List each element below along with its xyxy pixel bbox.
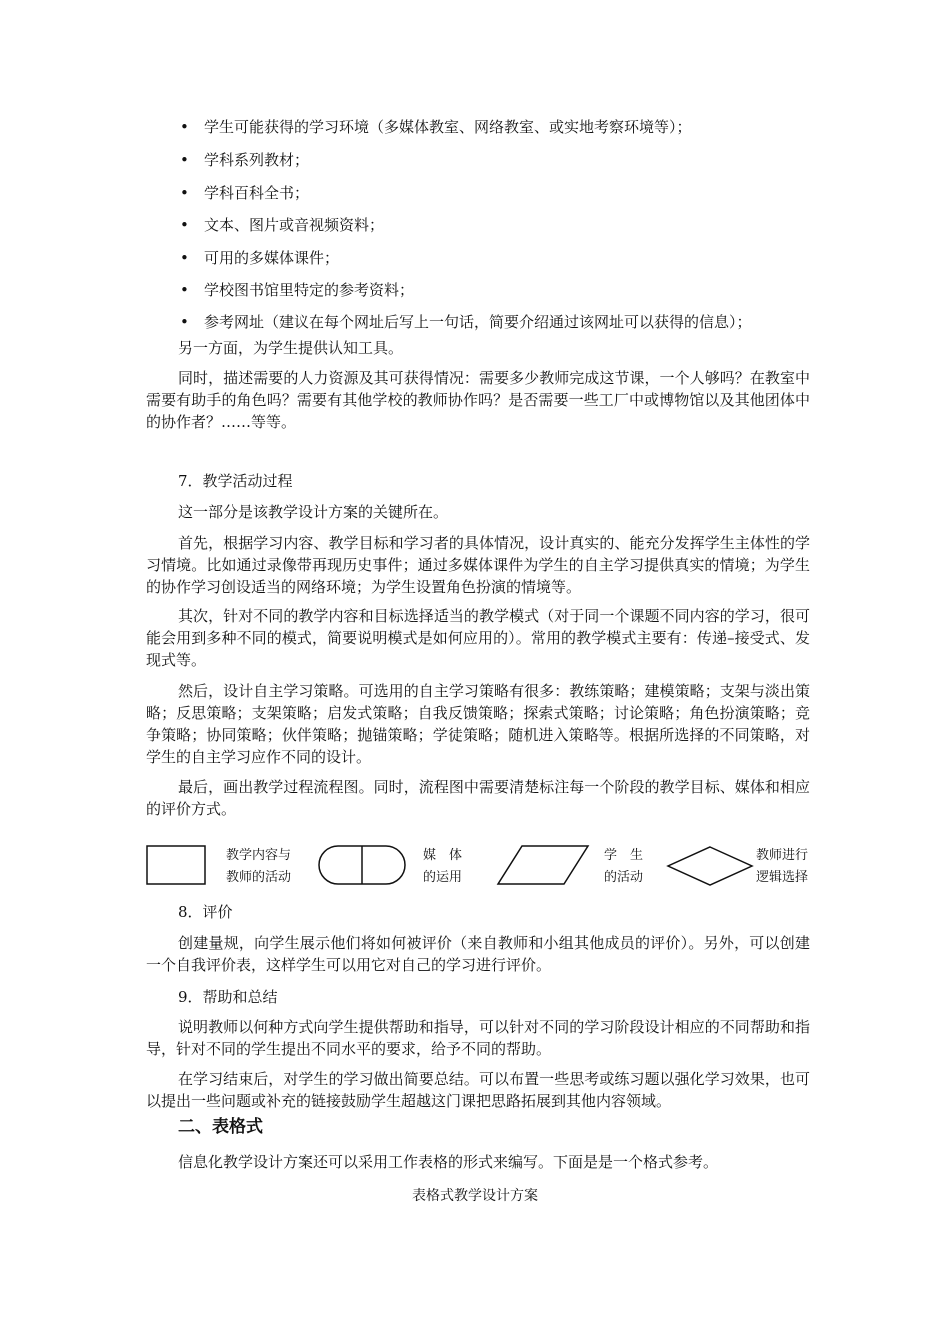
bullet-item: • 学生可能获得的学习环境（多媒体教室、网络教室、或实地考察环境等）； xyxy=(180,118,692,136)
bullet-item: • 文本、图片或音视频资料； xyxy=(180,216,385,234)
section-9-heading: 9．帮助和总结 xyxy=(178,988,278,1006)
section-7-heading: 7．教学活动过程 xyxy=(178,472,293,490)
section-7-paragraph: 首先，根据学习内容、教学目标和学习者的具体情况，设计真实的、能充分发挥学生主体性的学习情境。比如通过录像带再现历史事件；通过多媒体课件为学生的自主学习提供真实的情境；为学生的协作学习创设适当的网络环境；为学生设置角色扮演的情境等。 xyxy=(146,534,810,596)
diamond-shape-icon xyxy=(668,847,752,885)
section-8-paragraph: 创建量规，向学生展示他们将如何被评价（来自教师和小组其他成员的评价）。另外，可以创建一个自我评价表，这样学生可以用它对自己的学习进行评价。 xyxy=(146,934,810,974)
section-7-paragraph: 然后，设计自主学习策略。可选用的自主学习策略有很多：教练策略；建模策略；支架与淡出策略；反思策略；支架策略；启发式策略；自我反馈策略；探索式策略；讨论策略；角色扮演策略；竞争策略；协同策略；伙伴策略；抛锚策略；学徒策略；随机进入策略等。根据所选择的不同策略，对学生的自主学习应作不同的设计。 xyxy=(146,682,810,766)
paragraph-cognitive-tools: 另一方面，为学生提供认知工具。 xyxy=(178,339,404,357)
rectangle-shape-icon xyxy=(147,846,205,884)
parallelogram-shape-icon xyxy=(498,846,588,884)
legend-label-media-use: 媒 体 的运用 xyxy=(423,848,463,885)
bullet-dot-icon: • xyxy=(180,184,189,202)
legend-label-teacher-activity: 教学内容与 教师的活动 xyxy=(226,848,292,885)
bullet-dot-icon: • xyxy=(180,151,189,169)
bullet-item: • 参考网址（建议在每个网址后写上一句话，简要介绍通过该网址可以获得的信息）； xyxy=(180,313,752,331)
section-7-paragraph: 这一部分是该教学设计方案的关键所在。 xyxy=(178,503,449,521)
section-7-paragraph: 其次，针对不同的教学内容和目标选择适当的教学模式（对于同一个课题不同内容的学习，很可能会用到多种不同的模式，简要说明模式是如何应用的）。常用的教学模式主要有：传递–接受式、发现式等。 xyxy=(146,607,810,669)
bullet-dot-icon: • xyxy=(180,281,189,299)
paragraph-human-resources: 同时，描述需要的人力资源及其可获得情况：需要多少教师完成这节课，一个人够吗？在教室中需要有助手的角色吗？需要有其他学校的教师协作吗？是否需要一些工厂中或博物馆以及其他团体中的协作者？……等等。 xyxy=(146,369,810,431)
bullet-item: • 可用的多媒体课件； xyxy=(180,249,340,267)
bullet-dot-icon: • xyxy=(180,313,189,331)
bullet-dot-icon: • xyxy=(180,249,189,267)
bullet-item: • 学科百科全书； xyxy=(180,184,310,202)
table-caption: 表格式教学设计方案 xyxy=(412,1188,538,1204)
section-8-heading: 8．评价 xyxy=(178,903,233,921)
bullet-dot-icon: • xyxy=(180,118,189,136)
bullet-item: • 学科系列教材； xyxy=(180,151,310,169)
part-2-paragraph: 信息化教学设计方案还可以采用工作表格的形式来编写。下面是是一个格式参考。 xyxy=(178,1153,719,1171)
legend-label-student-activity: 学 生 的活动 xyxy=(604,848,644,885)
legend-label-logic-choice: 教师进行 逻辑选择 xyxy=(756,848,809,885)
part-2-heading: 二、表格式 xyxy=(178,1117,263,1137)
bullet-item: • 学校图书馆里特定的参考资料； xyxy=(180,281,415,299)
split-rounded-shape-icon xyxy=(319,846,405,884)
section-9-paragraph: 说明教师以何种方式向学生提供帮助和指导，可以针对不同的学习阶段设计相应的不同帮助和指导，针对不同的学生提出不同水平的要求，给予不同的帮助。 xyxy=(146,1018,810,1058)
bullet-dot-icon: • xyxy=(180,216,189,234)
section-9-paragraph: 在学习结束后，对学生的学习做出简要总结。可以布置一些思考或练习题以强化学习效果，也可以提出一些问题或补充的链接鼓励学生超越这门课把思路拓展到其他内容领域。 xyxy=(146,1070,810,1110)
section-7-paragraph: 最后，画出教学过程流程图。同时，流程图中需要清楚标注每一个阶段的教学目标、媒体和相应的评价方式。 xyxy=(146,778,810,818)
